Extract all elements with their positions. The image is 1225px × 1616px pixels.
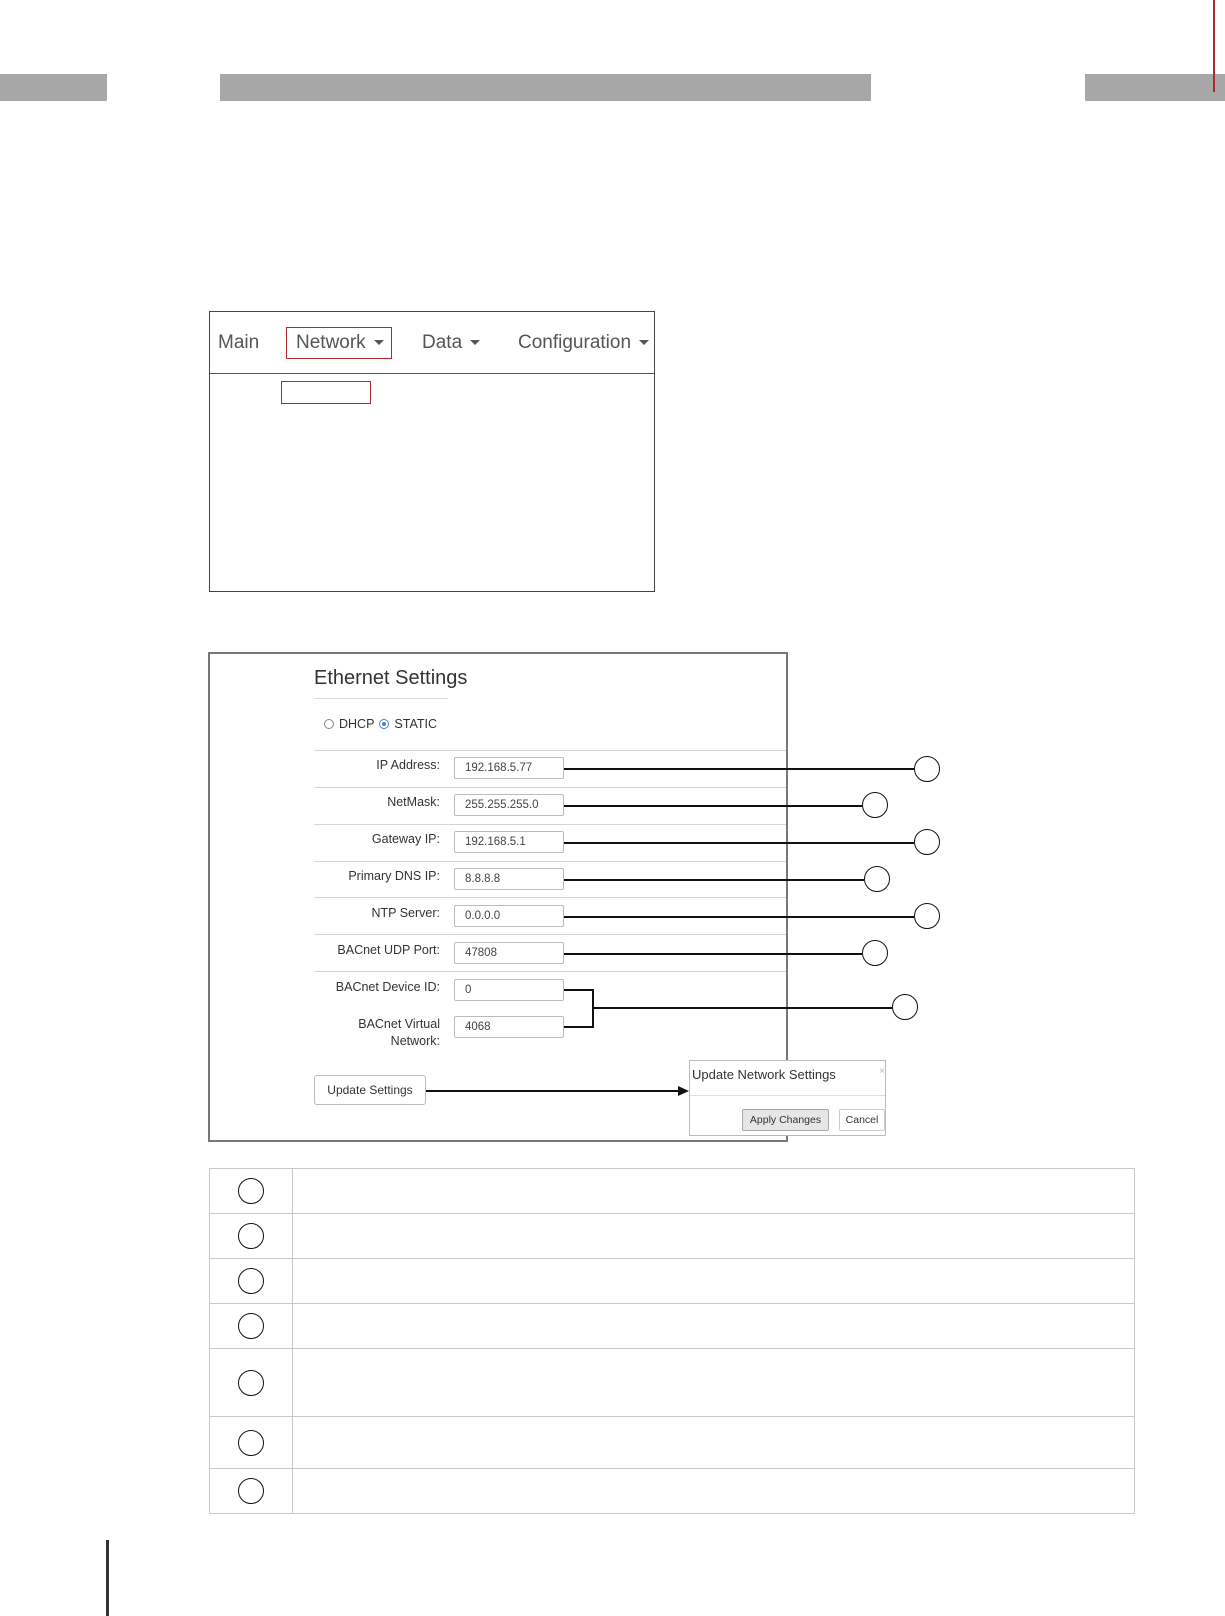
caret-down-icon (639, 340, 649, 345)
ip-address-label: IP Address: (376, 758, 440, 772)
netmask-label: NetMask: (387, 795, 440, 809)
gateway-ip-label: Gateway IP: (371, 832, 440, 846)
table-row (210, 1349, 1135, 1417)
callout-line (564, 1026, 594, 1028)
ip-address-field[interactable]: 192.168.5.77 (454, 757, 564, 779)
callout-line (564, 953, 862, 955)
update-network-dialog (689, 1060, 886, 1136)
nav-network-label: Network (296, 332, 366, 353)
callout-circle (238, 1178, 264, 1204)
netmask-field[interactable]: 255.255.255.0 (454, 794, 564, 816)
close-icon[interactable]: × (879, 1066, 885, 1077)
network-highlight-box (286, 327, 392, 359)
callout-line (564, 768, 914, 770)
apply-changes-button[interactable]: Apply Changes (742, 1109, 829, 1131)
bacnet-udp-port-label: BACnet UDP Port: (337, 943, 440, 957)
callout-circle (914, 829, 940, 855)
callout-legend-table (209, 1168, 1135, 1514)
ntp-server-label: NTP Server: (371, 906, 440, 920)
arrow-right-icon (678, 1086, 689, 1096)
bacnet-virtual-network-field[interactable]: 4068 (454, 1016, 564, 1038)
divider (314, 934, 786, 935)
callout-circle (238, 1370, 264, 1396)
callout-line (594, 1007, 892, 1009)
static-radio-label: STATIC (394, 717, 438, 731)
bacnet-udp-port-field[interactable]: 47808 (454, 942, 564, 964)
cancel-button[interactable]: Cancel (839, 1109, 885, 1131)
header-bar-right (1085, 74, 1225, 101)
nav-screenshot (209, 311, 655, 592)
nav-main-label: Main (218, 332, 260, 353)
primary-dns-label: Primary DNS IP: (348, 869, 440, 883)
callout-circle (864, 866, 890, 892)
bacnet-virtual-network-label: BACnet Virtual Network: (358, 1017, 440, 1048)
dialog-title: Update Network Settings (692, 1067, 836, 1082)
callout-circle (892, 994, 918, 1020)
callout-bracket (592, 989, 594, 1028)
bacnet-device-id-label: BACnet Device ID: (335, 980, 440, 994)
nav-data-label: Data (422, 332, 463, 353)
submenu-highlight-box[interactable] (281, 381, 371, 404)
bacnet-device-id-field[interactable]: 0 (454, 979, 564, 1001)
table-row (210, 1169, 1135, 1214)
table-row (210, 1469, 1135, 1514)
callout-circle (238, 1268, 264, 1294)
caret-down-icon (470, 340, 480, 345)
nav-data[interactable] (422, 332, 480, 354)
callout-circle (238, 1313, 264, 1339)
arrow-line (426, 1090, 678, 1092)
callout-circle (238, 1478, 264, 1504)
callout-circle (238, 1430, 264, 1456)
nav-configuration-label: Configuration (518, 332, 632, 353)
callout-circle (862, 792, 888, 818)
callout-circle (862, 940, 888, 966)
title-divider (314, 698, 448, 699)
divider (314, 897, 786, 898)
static-radio[interactable] (379, 719, 389, 729)
dhcp-radio[interactable] (324, 719, 334, 729)
nav-configuration[interactable] (518, 332, 649, 354)
page-margin-rule (106, 1540, 109, 1616)
divider (314, 787, 786, 788)
ip-mode-radio-group (324, 717, 437, 731)
page-edge-marker (1213, 0, 1215, 92)
callout-circle (914, 903, 940, 929)
nav-main[interactable] (218, 332, 259, 354)
callout-circle (238, 1223, 264, 1249)
callout-line (564, 805, 862, 807)
dhcp-radio-label: DHCP (339, 717, 375, 731)
header-bar-left (0, 74, 107, 101)
divider (314, 861, 786, 862)
divider (314, 824, 786, 825)
callout-line (564, 989, 594, 991)
table-row (210, 1214, 1135, 1259)
primary-dns-field[interactable]: 8.8.8.8 (454, 868, 564, 890)
divider (314, 971, 786, 972)
gateway-ip-field[interactable]: 192.168.5.1 (454, 831, 564, 853)
update-settings-button[interactable]: Update Settings (314, 1075, 426, 1105)
header-bar-center (220, 74, 871, 101)
divider (314, 750, 786, 751)
table-row (210, 1259, 1135, 1304)
callout-circle (914, 756, 940, 782)
callout-line (564, 842, 914, 844)
dialog-divider (690, 1095, 885, 1096)
callout-line (564, 916, 914, 918)
table-row (210, 1304, 1135, 1349)
top-navbar (210, 312, 654, 374)
table-row (210, 1417, 1135, 1469)
page-title: Ethernet Settings (314, 667, 468, 689)
callout-line (564, 879, 864, 881)
ntp-server-field[interactable]: 0.0.0.0 (454, 905, 564, 927)
